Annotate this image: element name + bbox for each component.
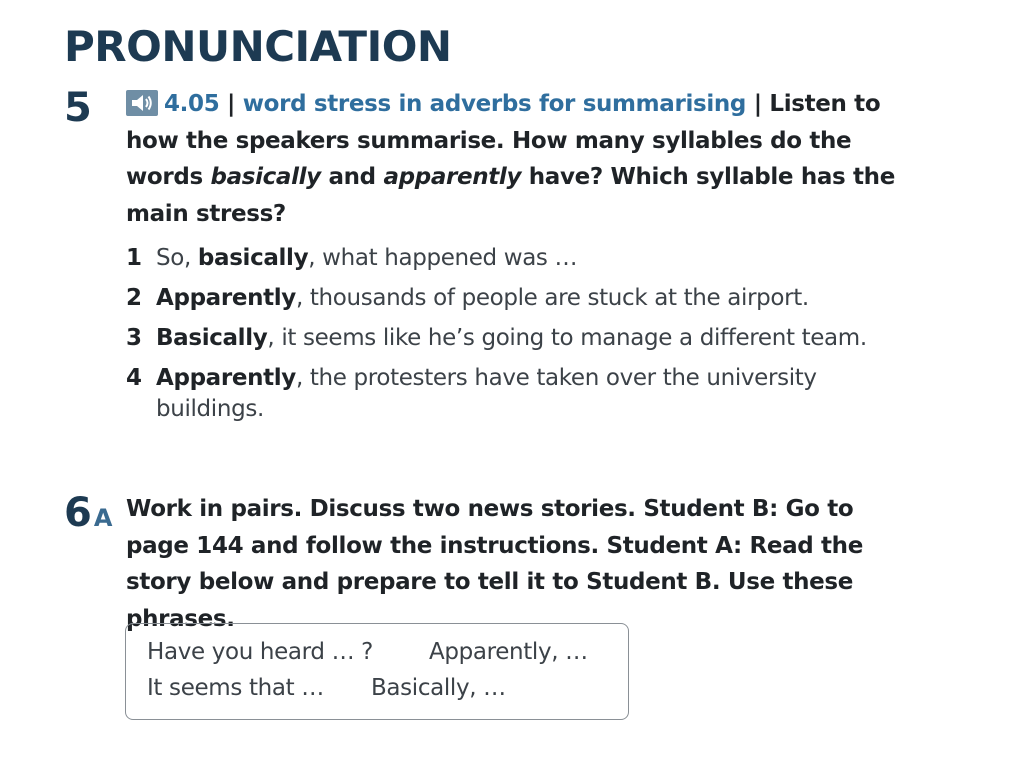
- sentence-list: [126, 243, 916, 434]
- phrase-row: [147, 670, 608, 706]
- item-number: 3: [126, 325, 142, 351]
- page-title: PRONUNCIATION: [64, 22, 452, 71]
- list-item: [126, 243, 916, 274]
- instruction-text: have? Which syllable has the main stress?: [126, 164, 895, 227]
- item-text: , it seems like he’s going to manage a different team.: [267, 325, 867, 351]
- item-text: , the protesters have taken over the university buildings.: [156, 365, 817, 422]
- item-number: 1: [126, 245, 142, 271]
- speaker-icon[interactable]: [126, 90, 158, 116]
- item-keyword: Apparently: [156, 365, 296, 391]
- list-item: [126, 283, 916, 314]
- phrase-box: [125, 623, 629, 720]
- instruction-text: Listen to how the speakers summarise. How many syllables do the words: [126, 91, 881, 190]
- track-number: 4.05: [164, 91, 220, 117]
- item-keyword: basically: [197, 245, 309, 271]
- phrase: Apparently, …: [429, 639, 588, 665]
- item-number: 4: [126, 365, 142, 391]
- exercise-6-number: [64, 490, 113, 538]
- exercise-6-number-text: 6: [64, 490, 92, 536]
- phrase: Basically, …: [371, 675, 506, 701]
- item-keyword: Basically: [156, 325, 268, 351]
- phrase: Have you heard … ?: [147, 639, 374, 665]
- phrase: It seems that …: [147, 675, 324, 701]
- phrase-row: [147, 634, 608, 670]
- list-item: [126, 363, 916, 425]
- item-number: 2: [126, 285, 142, 311]
- exercise-5-number: [64, 85, 92, 131]
- item-text: , what happened was …: [308, 245, 578, 271]
- list-item: [126, 323, 916, 354]
- separator: |: [227, 91, 236, 117]
- highlighted-word: apparently: [383, 164, 522, 190]
- exercise-6-instruction: Work in pairs. Discuss two news stories. Student B: Go to page 144 and follow the instructions. Student A: Read the story below and prepare to tell it to Student B. Use these phrases.: [126, 496, 863, 632]
- exercise-6-letter: A: [93, 504, 113, 532]
- item-text: So,: [156, 245, 191, 271]
- highlighted-word: basically: [210, 164, 321, 190]
- separator: |: [753, 91, 762, 117]
- exercise-topic: word stress in adverbs for summarising: [242, 91, 747, 117]
- item-text: , thousands of people are stuck at the airport.: [295, 285, 809, 311]
- instruction-text: and: [328, 164, 376, 190]
- exercise-5-instruction: [126, 86, 916, 232]
- item-keyword: Apparently: [156, 285, 296, 311]
- exercise-5-number-text: 5: [64, 85, 92, 131]
